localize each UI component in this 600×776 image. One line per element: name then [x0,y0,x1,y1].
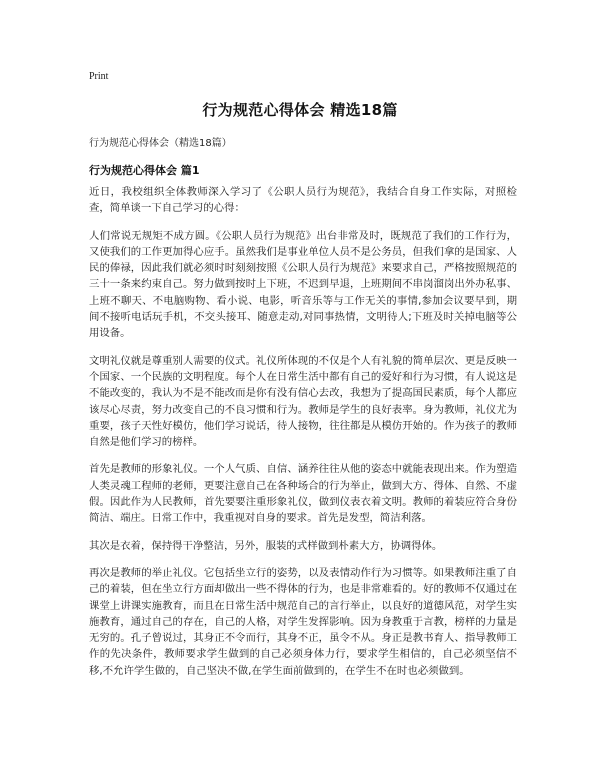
paragraph-image: 首先是教师的形象礼仪。一个人气质、自信、涵养往往从他的姿态中就能表现出来。作为塑造人类灵魂工程师的老师，更要注意自己在各种场合的行为举止，做到大方、得体、自然、不虚假。因此作为人民教师，首先要要注重形象礼仪，做到仪表衣着文明。教师的着装应符合身份简洁、端庄。日常工作中，我重视对自身的要求。首先是发型，简洁利落。 [89,463,517,525]
print-link[interactable]: Print [89,71,109,82]
paragraph-intro: 近日，我校组织全体教师深入学习了《公职人员行为规范》，我结合自身工作实际，对照检查，简单谈一下自己学习的心得： [89,186,517,215]
paragraph-etiquette: 文明礼仪就是尊重别人需要的仪式。礼仪所体现的不仅是个人有礼貌的简单层次、更是反映一个国家、一个民族的文明程度。每个人在日常生活中都有自己的爱好和行为习惯，有人说这是不能改变的，我认为不是不能改而是你有没有信心去改，我想为了提高国民素质，每个人都应该尽心尽责，努力改变自己的不良习惯和行为。教师是学生的良好表率。身为教师，礼仪尤为重要，孩子天性好模仿，他们学习说话，待人接物，往往都是从模仿开始的。作为孩子的教师自然是他们学习的榜样。 [89,354,517,449]
paragraph-rules: 人们常说无规矩不成方圆。《公职人员行为规范》出台非常及时，既规范了我们的工作行为，又使我们的工作更加得心应手。虽然我们是事业单位人员不是公务员，但我们拿的是国家、人民的俸禄，因此我们就必须时时刻刻按照《公职人员行为规范》来要求自己，严格按照规范的三十一条来约束自己。努力做到按时上下班，不迟到早退，上班期间不串岗溜岗出外办私事、上班不聊天、不电脑购物、看小说、电影，听音乐等与工作无关的事情,参加会议要早到，期间不接听电话玩手机，不交头接耳、随意走动,对同事热情，文明待人;下班及时关掉电脑等公用设备。 [89,229,517,340]
paragraph-behavior: 再次是教师的举止礼仪。它包括坐立行的姿势，以及表情动作行为习惯等。如果教师注重了自己的着装，但在坐立行方面却做出一些不得体的行为，也是非常难看的。好的教师不仅通过在课堂上讲课实施教育，而且在日常生活中规范自己的言行举止，以良好的道德风范，对学生实施教育，通过自己的存在，自己的人格，对学生发挥影响。因为身教重于言教，榜样的力量是无穷的。孔子曾说过，其身正不令而行，其身不正，虽令不从。身正是教书育人、指导教师工作的先决条件，教师要求学生做到的自己必须身体力行，要求学生相信的，自己必须坚信不移,不允许学生做的，自己坚决不做,在学生面前做到的，在学生不在时也必须做到。 [89,566,517,677]
document-subtitle: 行为规范心得体会（精选18篇） [89,138,232,149]
section-heading: 行为规范心得体会 篇1 [89,164,200,177]
document-body [89,184,517,690]
paragraph-clothing: 其次是衣着，保持得干净整洁，另外，服装的式样做到朴素大方，协调得体。 [89,539,443,552]
document-title: 行为规范心得体会 精选18篇 [202,101,398,119]
